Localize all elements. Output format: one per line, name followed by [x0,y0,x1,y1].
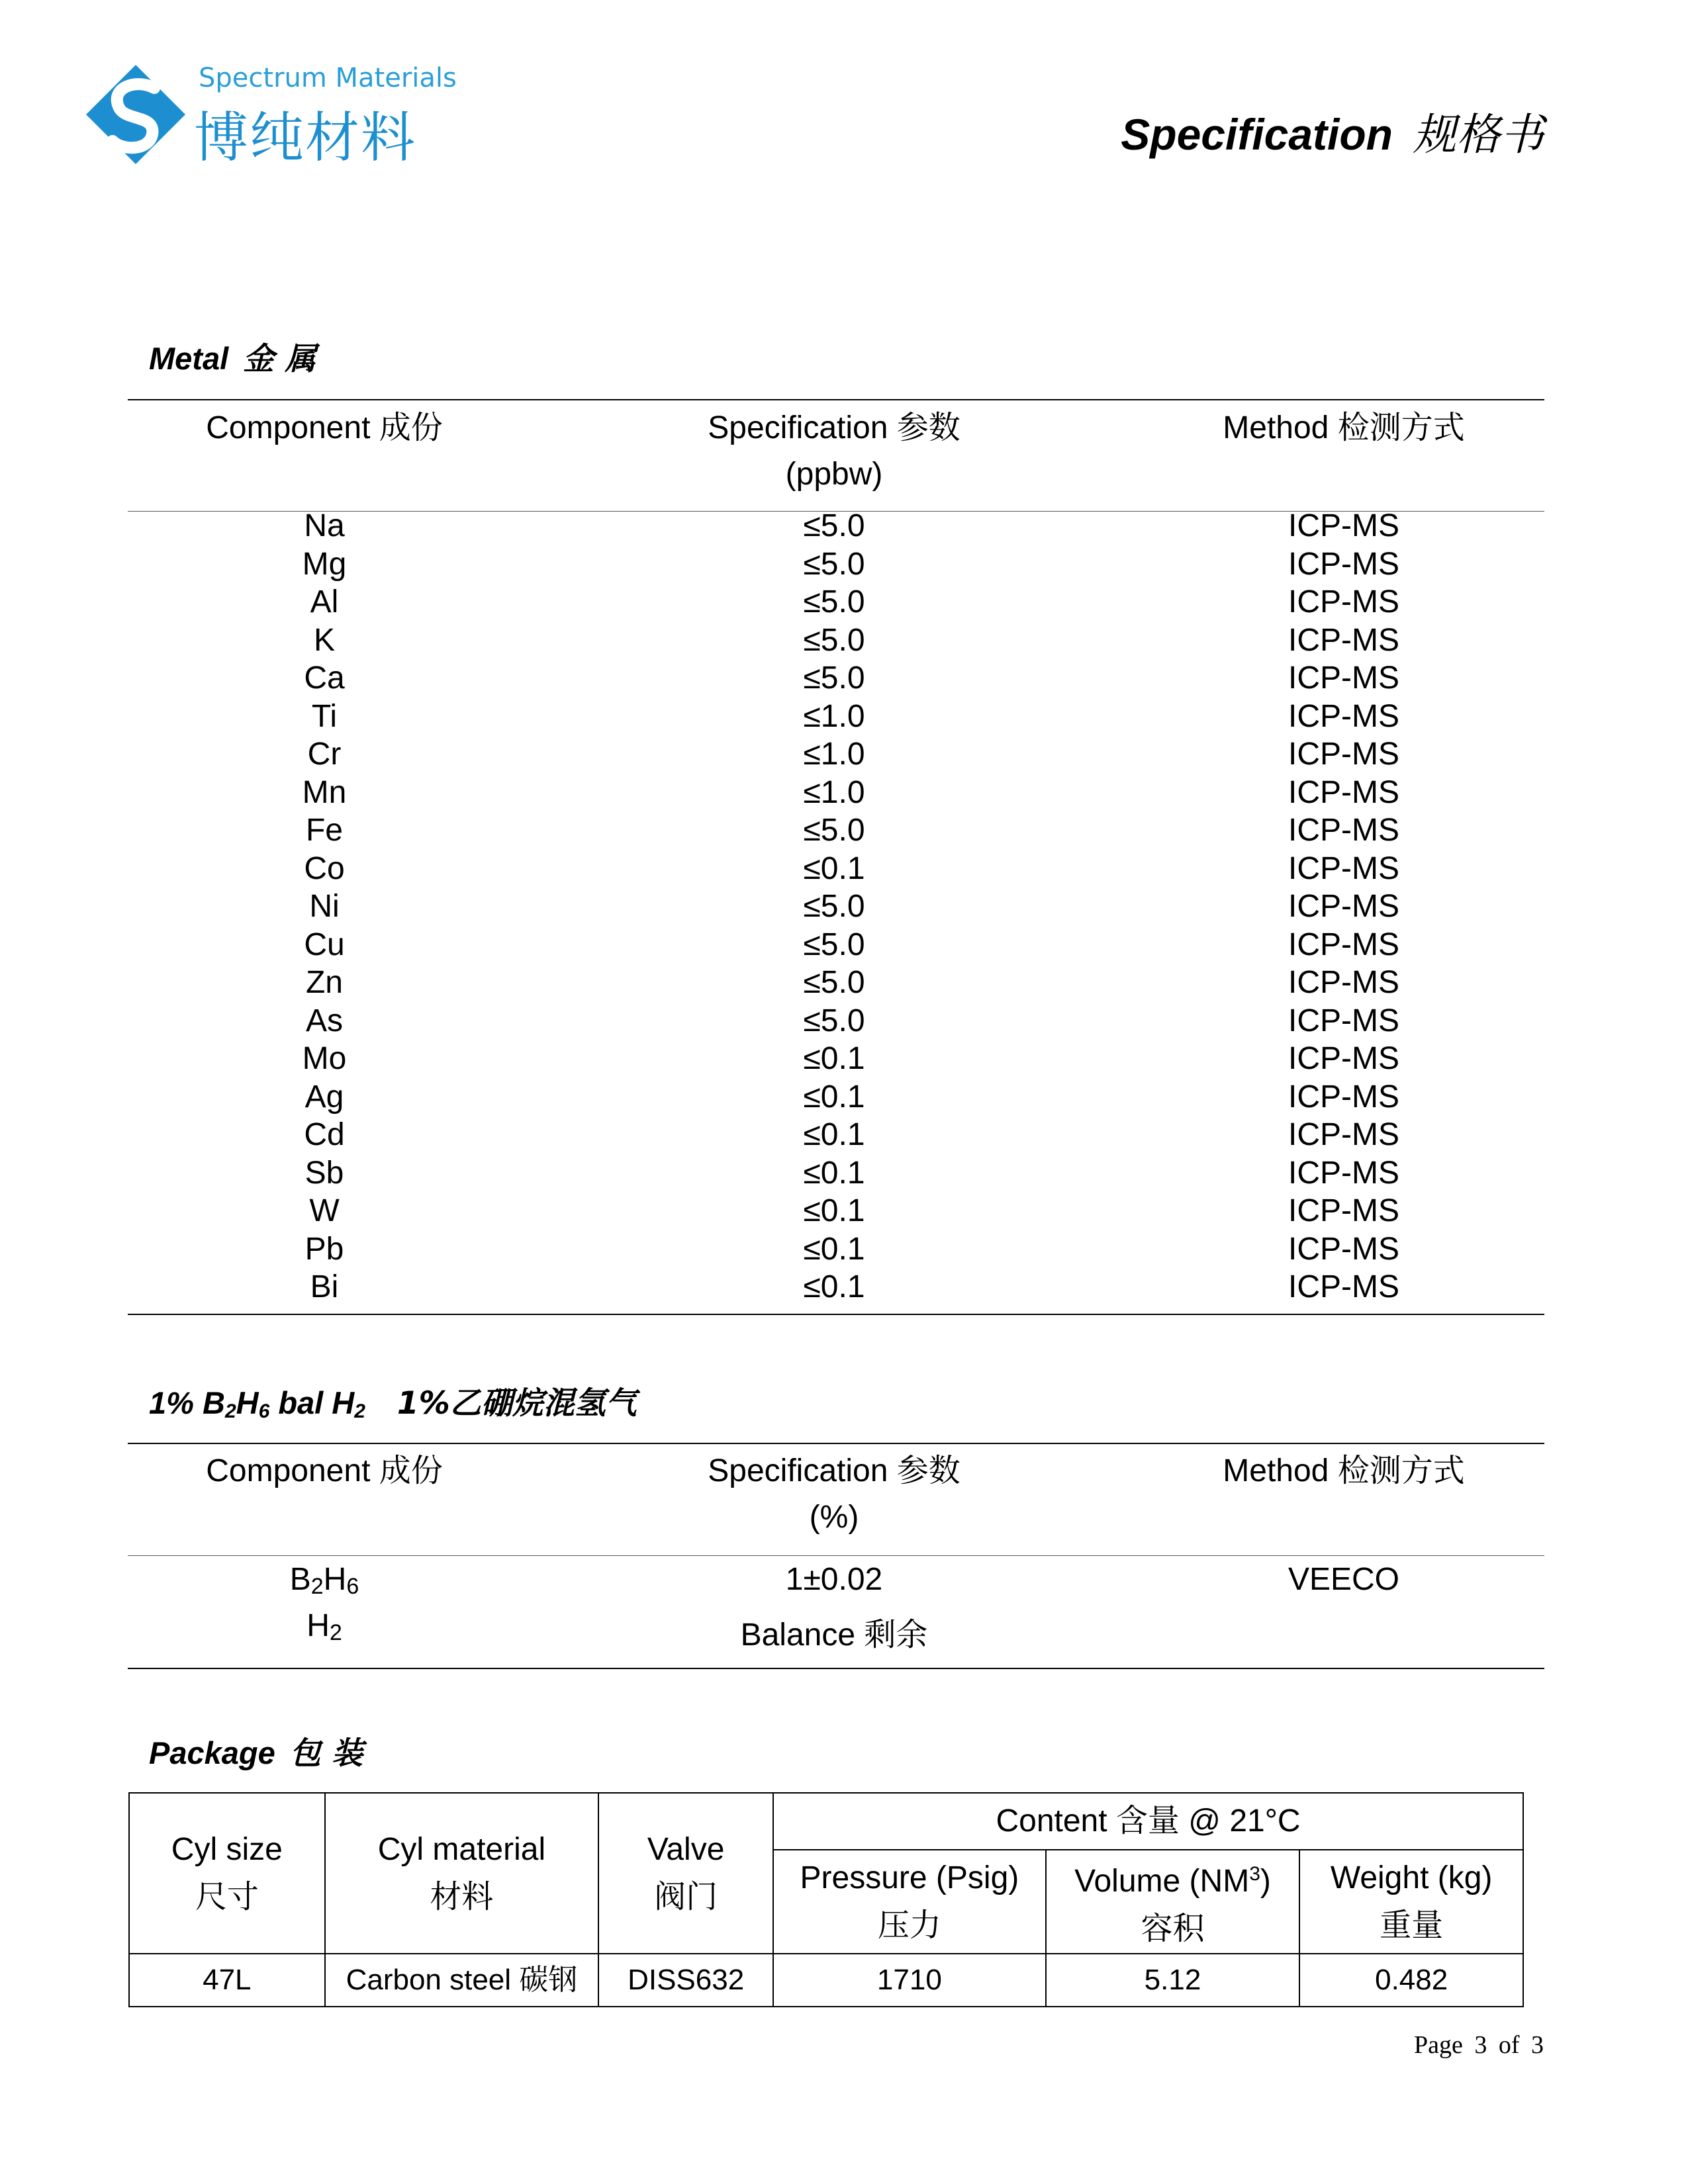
metal-table-row [0,774,1688,812]
package-header-cyl-material [325,1793,599,1954]
mixture-row2-spec: Balance 剩余 [740,1617,928,1653]
metal-method-cell: ICP-MS [1288,889,1399,924]
package-title-en: Package [149,1735,275,1770]
metal-spec-cell: ≤5.0 [803,546,865,582]
metal-spec-cell: ≤5.0 [803,1003,865,1038]
metal-method-cell: ICP-MS [1288,774,1399,810]
metal-component-cell: Bi [310,1269,339,1304]
header-label-cn: 压力 [877,1907,941,1943]
metal-method-cell: ICP-MS [1288,1079,1399,1115]
metal-table-bottom-rule [128,1314,1544,1315]
formula-part: H [323,1562,347,1597]
volume-close: ) [1260,1864,1271,1899]
metal-spec-cell: ≤5.0 [803,584,865,619]
metal-component-cell: Ni [309,889,340,924]
metal-method-cell: ICP-MS [1288,622,1399,658]
metal-component-cell: Ti [311,698,338,734]
header-label [1047,1850,1299,1905]
mixture-header-method: Method 检测方式 [1223,1453,1465,1488]
mixture-header-spec: Specification 参数 [708,1453,961,1488]
package-cyl-material: Carbon steel 碳钢 [325,1954,599,2007]
formula-part: B [289,1562,311,1597]
mixture-title-part: bal H [269,1385,355,1420]
metal-method-cell: ICP-MS [1288,546,1399,582]
header-label: Cyl material [377,1831,546,1867]
mixture-header-rule [128,1555,1544,1556]
metal-table-row [0,583,1688,621]
metal-spec-cell: ≤5.0 [803,889,865,924]
metal-component-cell: Pb [305,1231,344,1267]
header-label: Valve [647,1831,725,1867]
metal-table-row [0,1154,1688,1193]
mixture-section-title [149,1379,637,1423]
metal-spec-cell: ≤5.0 [803,813,865,848]
metal-method-cell: ICP-MS [1288,850,1399,886]
metal-header-spec: Specification 参数 [708,410,961,445]
metal-section-title [149,334,316,379]
formula-sub: 6 [346,1574,359,1599]
company-logo [83,56,457,169]
volume-label: Volume (NM [1074,1864,1250,1899]
metal-component-cell: Zn [305,965,343,1000]
metal-component-cell: W [309,1193,340,1228]
metal-component-cell: Fe [305,813,343,848]
metal-method-cell: ICP-MS [1288,737,1399,772]
metal-table-row [0,1078,1688,1116]
metal-component-cell: Ag [305,1079,344,1115]
metal-header-component: Component 成份 [206,410,443,445]
metal-table-row [0,1192,1688,1230]
metal-component-cell: Mo [302,1041,347,1076]
metal-component-cell: Mg [302,546,347,582]
metal-spec-cell: ≤0.1 [803,1155,865,1191]
mixture-row1-method: VEECO [1288,1562,1400,1597]
metal-table-row [0,1002,1688,1040]
package-header-cyl-size [129,1793,325,1954]
metal-method-cell: ICP-MS [1288,660,1399,696]
package-header-weight [1299,1850,1523,1954]
metal-title-cn: 金 属 [243,341,316,377]
header-label-cn: 尺寸 [195,1879,259,1915]
metal-header-method: Method 检测方式 [1223,410,1465,445]
metal-spec-cell: ≤0.1 [803,1117,865,1152]
mixture-header-component: Component 成份 [206,1453,443,1488]
package-volume: 5.12 [1046,1954,1300,2007]
document-title-en: Specification [1121,110,1393,159]
metal-spec-cell: ≤1.0 [803,737,865,772]
metal-table-row [0,850,1688,888]
metal-spec-cell: ≤5.0 [803,622,865,658]
metal-method-cell: ICP-MS [1288,508,1399,543]
package-header-valve [598,1793,773,1954]
metal-table-row [0,507,1688,545]
metal-spec-cell: ≤0.1 [803,1231,865,1267]
metal-component-cell: Al [310,584,339,619]
package-header-content: Content 含量 @ 21°C [773,1793,1523,1850]
metal-table-top-rule [128,399,1544,400]
metal-method-cell: ICP-MS [1288,927,1399,962]
metal-component-cell: As [305,1003,343,1038]
brand-name-en: Spectrum Materials [199,63,457,93]
mixture-table-bottom-rule [128,1668,1544,1669]
metal-spec-cell: ≤5.0 [803,927,865,962]
metal-spec-cell: ≤5.0 [803,508,865,543]
package-title-cn: 包 装 [289,1735,363,1772]
metal-table-row [0,811,1688,850]
formula-sub: 2 [310,1574,324,1599]
metal-method-cell: ICP-MS [1288,1269,1399,1304]
package-cyl-size: 47L [129,1954,325,2007]
mixture-header-spec-unit: (%) [809,1500,859,1535]
metal-spec-cell: ≤0.1 [803,850,865,886]
metal-component-cell: Na [304,508,345,543]
mixture-title-sub: 2 [354,1400,365,1422]
metal-table-row [0,964,1688,1002]
metal-method-cell: ICP-MS [1288,1117,1399,1152]
metal-spec-cell: ≤5.0 [803,660,865,696]
formula-sub: 2 [329,1620,342,1645]
package-table [128,1792,1524,2007]
metal-spec-cell: ≤0.1 [803,1193,865,1228]
package-valve: DISS632 [598,1954,773,2007]
header-label-cn: 材料 [430,1879,494,1915]
header-label: Weight (kg) [1330,1860,1493,1895]
package-weight: 0.482 [1299,1954,1523,2007]
document-title [1121,99,1544,162]
header-label-cn: 阀门 [654,1879,718,1915]
mixture-row2-component [192,1603,457,1656]
mixture-title-part: 1% B [149,1385,225,1420]
metal-title-en: Metal [149,341,229,376]
metal-table-row [0,735,1688,774]
metal-header-spec-unit: (ppbw) [785,457,883,492]
metal-method-cell: ICP-MS [1288,1193,1399,1228]
package-pressure: 1710 [773,1954,1046,2007]
metal-spec-cell: ≤0.1 [803,1079,865,1115]
mixture-row1-spec: 1±0.02 [785,1562,883,1597]
metal-spec-cell: ≤0.1 [803,1269,865,1304]
mixture-title-sub: 2 [224,1400,236,1422]
metal-table-row [0,1230,1688,1269]
metal-table-row [0,621,1688,660]
mixture-row1-component [192,1557,457,1610]
metal-method-cell: ICP-MS [1288,1155,1399,1191]
metal-table-row [0,698,1688,736]
metal-component-cell: Ca [304,660,345,696]
metal-method-cell: ICP-MS [1288,698,1399,734]
metal-table-row [0,659,1688,698]
metal-spec-cell: ≤0.1 [803,1041,865,1076]
package-header-pressure [773,1850,1046,1954]
mixture-title-cn: 1%乙硼烷混氢气 [397,1385,637,1422]
document-title-cn: 规格书 [1413,109,1544,160]
metal-component-cell: Sb [305,1155,344,1191]
metal-method-cell: ICP-MS [1288,1231,1399,1267]
metal-spec-cell: ≤5.0 [803,965,865,1000]
metal-table-row [0,1116,1688,1154]
metal-method-cell: ICP-MS [1288,584,1399,619]
metal-component-cell: Cu [304,927,345,962]
metal-table-row [0,1040,1688,1078]
page-number: Page 3 of 3 [1413,2031,1544,2059]
formula-part: H [306,1608,330,1643]
mixture-title-part: H [236,1385,259,1420]
metal-spec-cell: ≤1.0 [803,698,865,734]
package-header-volume [1046,1850,1300,1954]
metal-table-row [0,926,1688,964]
metal-table-row [0,1268,1688,1306]
package-header-row [129,1793,1523,1850]
header-label-cn: 重量 [1380,1907,1444,1943]
metal-table-row [0,887,1688,926]
metal-method-cell: ICP-MS [1288,1041,1399,1076]
header-label: Cyl size [171,1831,283,1867]
metal-table-row [0,545,1688,584]
package-data-row [129,1954,1523,2007]
spectrum-logo-icon [83,62,189,167]
metal-method-cell: ICP-MS [1288,1003,1399,1038]
metal-spec-cell: ≤1.0 [803,774,865,810]
metal-method-cell: ICP-MS [1288,965,1399,1000]
volume-sup: 3 [1249,1863,1260,1885]
mixture-title-sub: 6 [258,1400,270,1422]
metal-component-cell: Cr [307,737,342,772]
metal-component-cell: K [313,622,335,658]
metal-method-cell: ICP-MS [1288,813,1399,848]
mixture-table-top-rule [128,1443,1544,1444]
metal-component-cell: Mn [302,774,347,810]
header-label: Pressure (Psig) [800,1860,1019,1895]
metal-component-cell: Co [304,850,345,886]
metal-component-cell: Cd [304,1117,345,1152]
brand-name-cn: 博纯材料 [194,107,417,169]
package-section-title [149,1729,363,1773]
header-label-cn: 容积 [1141,1911,1205,1946]
